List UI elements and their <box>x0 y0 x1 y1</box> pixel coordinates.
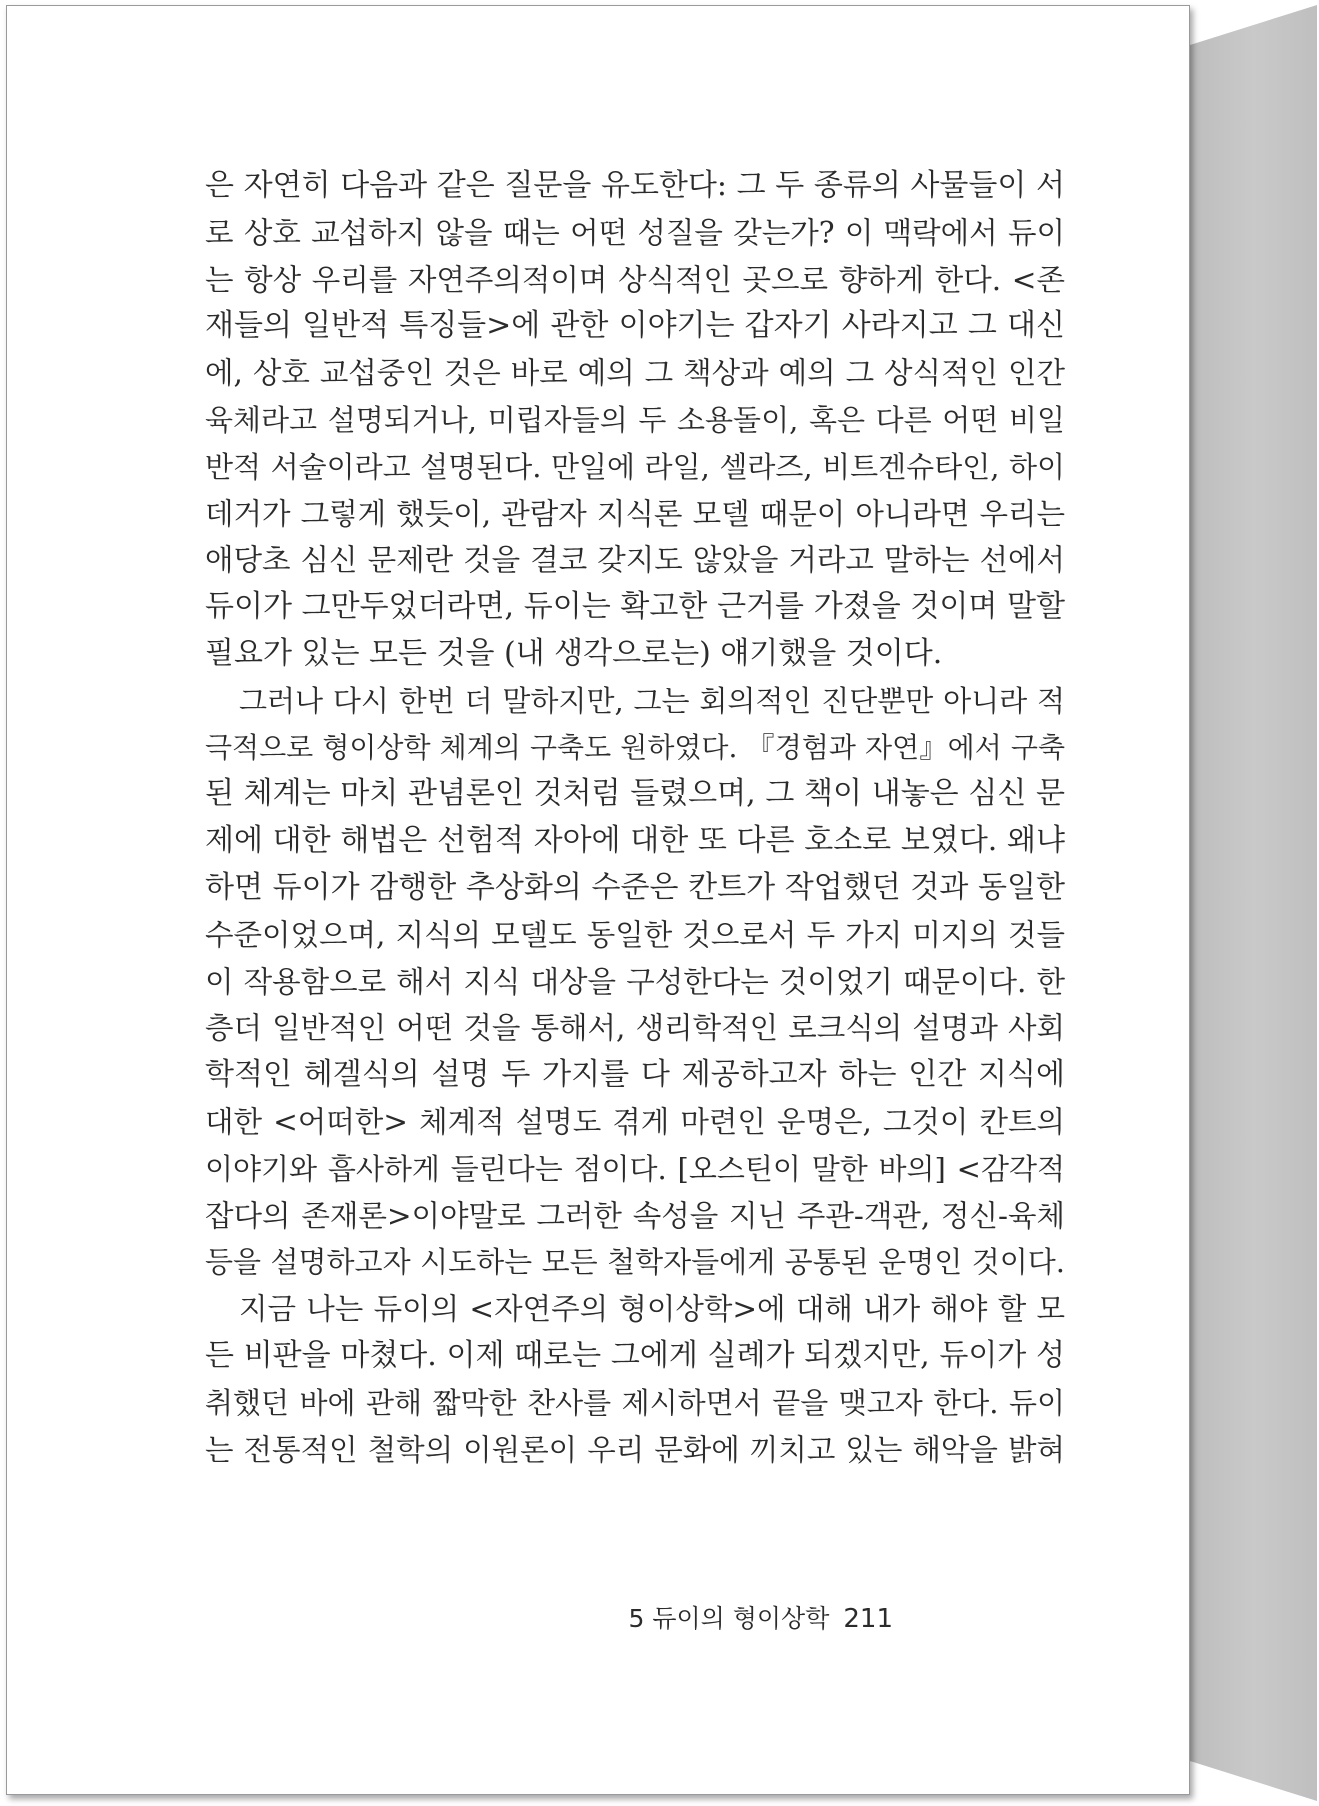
text-line: 듀이가 그만두었더라면, 듀이는 확고한 근거를 가졌을 것이며 말할 <box>205 589 1065 625</box>
paragraph-end-line: 필요가 있는 모든 것을 (내 생각으로는) 얘기했을 것이다. <box>205 635 943 671</box>
text-line: 반적 서술이라고 설명된다. 만일에 라일, 셀라즈, 비트겐슈타인, 하이 <box>205 449 1065 484</box>
text-line: 든 비판을 마쳤다. 이제 때로는 그에게 실례가 되겠지만, 듀이가 성 <box>205 1337 1065 1373</box>
paragraph-start-line: 지금 나는 듀이의 <자연주의 형이상학>에 대해 내가 해야 할 모 <box>239 1292 1065 1327</box>
page-number: 211 <box>843 1604 893 1634</box>
text-line: 취했던 바에 관해 짧막한 찬사를 제시하면서 끝을 맺고자 한다. 듀이 <box>205 1385 1065 1420</box>
text-line: 하면 듀이가 감행한 추상화의 수준은 칸트가 작업했던 것과 동일한 <box>205 869 1065 905</box>
page-footer <box>629 1599 894 1635</box>
text-line: 에, 상호 교섭중인 것은 바로 예의 그 책상과 예의 그 상식적인 인간 <box>205 356 1065 391</box>
text-line: 수준이었으며, 지식의 모델도 동일한 것으로서 두 가지 미지의 것들 <box>205 917 1065 952</box>
text-line: 층더 일반적인 어떤 것을 통해서, 생리학적인 로크식의 설명과 사회 <box>205 1011 1065 1046</box>
running-head: 5 듀이의 형이상학 <box>628 1604 830 1633</box>
text-line: 로 상호 교섭하지 않을 때는 어떤 성질을 갖는가? 이 맥락에서 듀이 <box>205 215 1065 250</box>
paragraph-end-line: 등을 설명하고자 시도하는 모든 철학자들에게 공통된 운명인 것이다. <box>205 1245 1065 1280</box>
text-line: 애당초 심신 문제란 것을 결코 갖지도 않았을 거라고 말하는 선에서 <box>205 543 1065 578</box>
text-line: 는 항상 우리를 자연주의적이며 상식적인 곳으로 향하게 한다. <존 <box>205 262 1065 297</box>
book-edge-bottom-bevel <box>1190 1761 1317 1801</box>
book-edge-top-bevel <box>1190 5 1317 45</box>
text-line: 극적으로 형이상학 체계의 구축도 원하였다. 『경험과 자연』에서 구축 <box>205 730 1065 764</box>
text-line: 은 자연히 다음과 같은 질문을 유도한다: 그 두 종류의 사물들이 서 <box>205 168 1065 203</box>
text-line: 대한 <어떠한> 체계적 설명도 겪게 마련인 운명은, 그것이 칸트의 <box>205 1104 1065 1139</box>
text-line: 데거가 그렇게 했듯이, 관람자 지식론 모델 때문이 아니라면 우리는 <box>205 496 1065 531</box>
text-line: 잡다의 존재론>이야말로 그러한 속성을 지닌 주관-객관, 정신-육체 <box>205 1198 1065 1233</box>
text-line: 육체라고 설명되거나, 미립자들의 두 소용돌이, 혹은 다른 어떤 비일 <box>205 402 1065 437</box>
text-line: 된 체계는 마치 관념론인 것처럼 들렸으며, 그 책이 내놓은 심신 문 <box>205 776 1065 812</box>
body-text <box>205 163 1065 1473</box>
text-line: 이 작용함으로 해서 지식 대상을 구성한다는 것이었기 때문이다. 한 <box>205 964 1065 999</box>
book-page-edges <box>1190 5 1317 1801</box>
book-page <box>6 5 1190 1795</box>
text-line: 이야기와 흡사하게 들린다는 점이다. [오스틴이 말한 바의] <감각적 <box>205 1151 1065 1186</box>
text-line: 제에 대한 해법은 선험적 자아에 대한 또 다른 호소로 보였다. 왜냐 <box>205 823 1065 859</box>
text-line: 는 전통적인 철학의 이원론이 우리 문화에 끼치고 있는 해악을 밝혀 <box>205 1432 1065 1467</box>
text-line: 학적인 헤겔식의 설명 두 가지를 다 제공하고자 하는 인간 지식에 <box>205 1057 1065 1093</box>
text-line: 재들의 일반적 특징들>에 관한 이야기는 갑자기 사라지고 그 대신 <box>205 308 1065 344</box>
paragraph-start-line: 그러나 다시 한번 더 말하지만, 그는 회의적인 진단뿐만 아니라 적 <box>239 683 1065 718</box>
